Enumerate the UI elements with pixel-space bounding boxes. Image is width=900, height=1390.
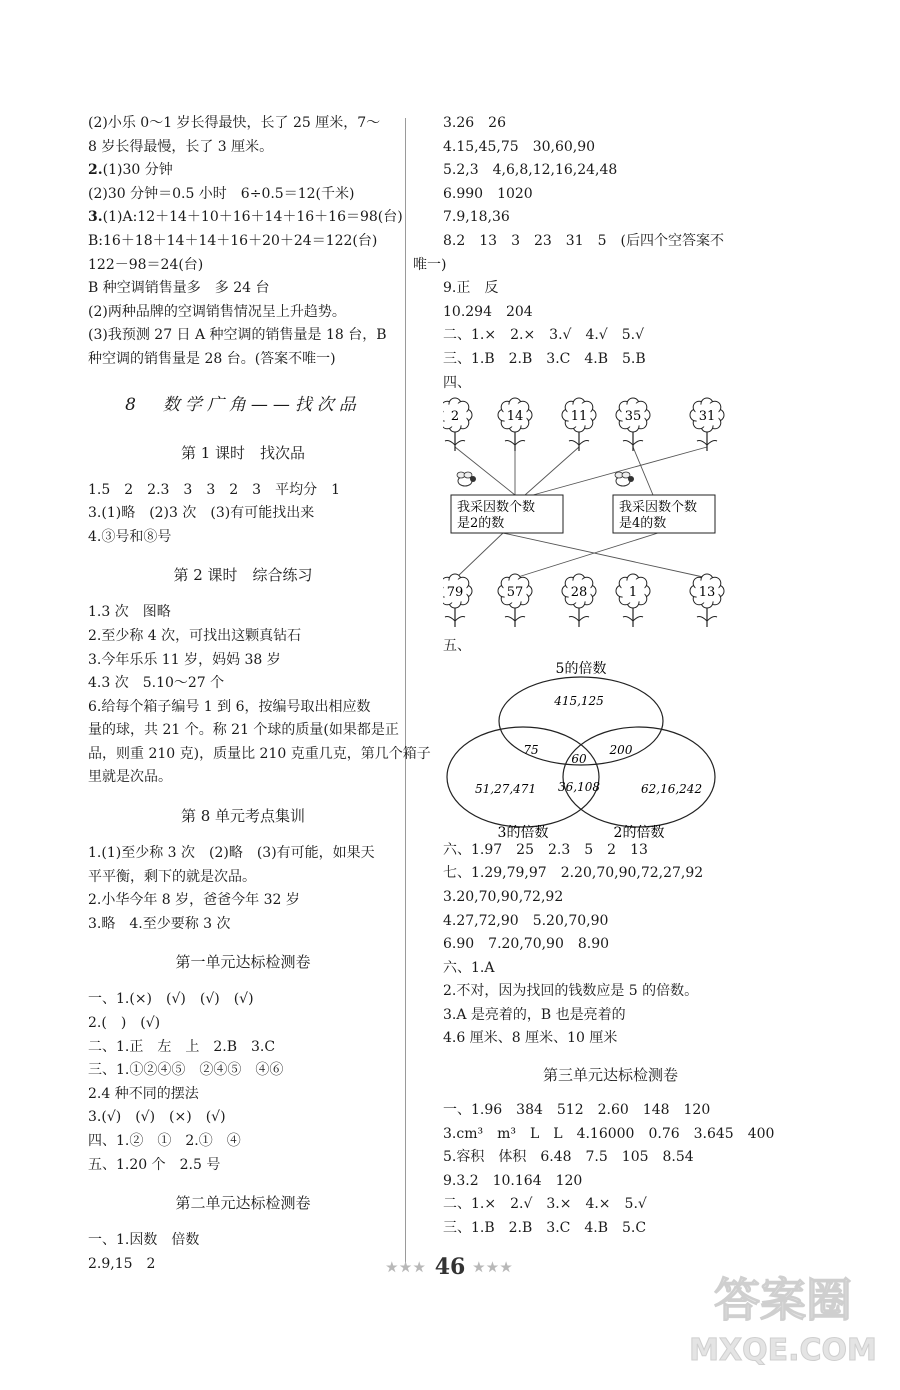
answer-line: 6.990 1020: [443, 185, 533, 202]
answer-line: 8 岁长得最慢，长了 3 厘米。: [88, 138, 274, 155]
flowers-top-row: [443, 398, 724, 451]
answer-text: (1)30 分钟: [102, 162, 173, 179]
right-column: [413, 112, 778, 1241]
section-heading: 第一单元达标检测卷: [175, 953, 311, 972]
answer-line: 七、1.29,79,97 2.20,70,90,72,27,92: [443, 865, 704, 882]
answer-line: (3)我预测 27 日 A 种空调的销售量是 18 台，B: [88, 327, 387, 344]
answer-line: 4.3 次 5.10～27 个: [88, 675, 225, 692]
venn-diagram: [443, 659, 733, 839]
answer-line: 三、1.①②④⑤ ②④⑤ ④⑥: [88, 1062, 284, 1079]
answer-line: 品，则重 210 克)，质量比 210 克重几克，第几个箱子: [88, 745, 431, 762]
box-text: 我采因数个数: [619, 500, 698, 516]
venn-value: 51,27,471: [475, 781, 537, 796]
answer-line: 一、1.96 384 512 2.60 148 120: [443, 1102, 711, 1119]
answer-line: 平平衡，剩下的就是次品。: [88, 868, 256, 885]
answer-line: 三、1.B 2.B 3.C 4.B 5.C: [443, 1220, 647, 1237]
answer-line: B 种空调销售量多 多 24 台: [88, 280, 270, 297]
watermark-text: 答案圈: [714, 1273, 852, 1327]
venn-value: 200: [609, 742, 633, 757]
answer-line: (2)30 分钟＝0.5 小时 6÷0.5＝12(千米): [88, 185, 355, 202]
answer-line: 3.26 26: [443, 115, 506, 131]
answer-line: 种空调的销售量是 28 台。(答案不唯一): [88, 350, 336, 367]
flower-number: 79: [446, 585, 464, 601]
answer-line: 4.③号和⑧号: [88, 528, 172, 545]
answer-line: 唯一): [413, 256, 447, 273]
answer-line: 4.27,72,90 5.20,70,90: [443, 912, 609, 929]
flower-number: 13: [698, 585, 716, 601]
section-heading: 第二单元达标检测卷: [175, 1194, 311, 1213]
flower-icon: [616, 574, 650, 627]
section-heading: 第 2 课时 综合练习: [173, 566, 313, 585]
answer-line: 五、1.20 个 2.5 号: [88, 1156, 221, 1173]
left-column: [88, 112, 431, 1276]
answer-line: 四、: [443, 374, 471, 391]
flower-number: 57: [506, 585, 524, 601]
flower-icon: [690, 398, 724, 451]
flower-icon: [690, 574, 724, 627]
match-line: [525, 447, 579, 495]
answer-line: 6.给每个箱子编号 1 到 6，按编号取出相应数: [88, 698, 371, 715]
answer-line: 10.294 204: [443, 303, 533, 320]
answer-line: 3.(1)略 (2)3 次 (3)有可能找出来: [88, 505, 315, 522]
venn-label: 2的倍数: [613, 824, 665, 839]
answer-line: [88, 159, 398, 183]
star-decoration-icon: ★★★: [472, 1260, 514, 1276]
answer-line: 9.3.2 10.164 120: [443, 1172, 583, 1189]
venn-value: 75: [523, 742, 539, 757]
section-heading: 第 8 单元考点集训: [180, 807, 306, 826]
bee-icon: [457, 472, 476, 486]
answer-line: 2.9,15 2: [88, 1255, 156, 1272]
box-text: 是4的数: [619, 516, 667, 532]
flower-icon: [562, 398, 596, 451]
bee-icon: [615, 472, 634, 486]
answer-line: 二、1.× 2.√ 3.× 4.× 5.√: [443, 1196, 647, 1213]
answer-line: 5.2,3 4,6,8,12,16,24,48: [443, 162, 618, 179]
answer-line: 1.3 次 图略: [88, 604, 171, 621]
answer-line: 五、: [443, 638, 471, 655]
answer-line: [88, 206, 403, 230]
answer-line: 3.(√) (√) (×) (√): [88, 1109, 226, 1126]
answer-line: 四、1.② ① 2.① ④: [88, 1133, 241, 1149]
answer-line: 3.今年乐乐 11 岁，妈妈 38 岁: [88, 651, 281, 668]
flowers-bottom-row: [443, 574, 724, 627]
item-number: 2.: [88, 162, 103, 179]
answer-line: 2.至少称 4 次，可找出这颗真钻石: [88, 627, 302, 644]
section-heading: 第三单元达标检测卷: [542, 1066, 678, 1085]
answer-text: (1)A:12＋14＋10＋16＋14＋16＋16＝98(台): [102, 209, 403, 226]
flower-number: 28: [570, 585, 588, 601]
answer-line: 六、1.A: [443, 959, 495, 976]
star-decoration-icon: ★★★: [386, 1260, 428, 1276]
venn-label: 3的倍数: [497, 824, 549, 839]
match-line: [518, 533, 658, 577]
venn-label: 5的倍数: [555, 660, 607, 677]
answer-line: 一、1.(×) (√) (√) (√): [88, 991, 254, 1008]
venn-value: 36,108: [558, 779, 600, 794]
flower-number: 35: [624, 409, 642, 425]
section-heading: 第 1 课时 找次品: [180, 443, 306, 462]
answer-line: 里就是次品。: [88, 769, 172, 786]
answer-line: 3.略 4.至少要称 3 次: [88, 915, 231, 932]
flower-icon: [562, 574, 596, 627]
flower-icon: [616, 398, 650, 451]
venn-value: 60: [571, 751, 587, 766]
box-text: 是2的数: [457, 516, 505, 532]
answer-line: 一、1.因数 倍数: [88, 1232, 200, 1249]
match-line: [503, 533, 703, 577]
flower-icon: [443, 574, 472, 627]
answer-line: 六、1.97 25 2.3 5 2 13: [443, 841, 648, 858]
match-line: [533, 447, 707, 495]
answer-line: 9.正 反: [443, 280, 499, 297]
answer-line: 4.15,45,75 30,60,90: [443, 138, 596, 155]
watermark-text: MXQE.COM: [689, 1333, 877, 1368]
answer-line: 2.不对，因为找回的钱数应是 5 的倍数。: [443, 983, 699, 1000]
answer-line: 2.( ) (√): [88, 1015, 161, 1032]
unit-title: 8 数学广角——找次品: [125, 394, 361, 415]
answer-line: 122－98＝24(台): [88, 256, 204, 273]
answer-line: 3.cm³ m³ L L 4.16000 0.76 3.645 400: [443, 1125, 775, 1142]
answer-line: 7.9,18,36: [443, 209, 510, 226]
box-text: 我采因数个数: [457, 500, 536, 516]
answer-line: (2)两种品牌的空调销售情况呈上升趋势。: [88, 303, 346, 320]
answer-line: 4.6 厘米、8 厘米、10 厘米: [443, 1030, 618, 1047]
venn-circle: [563, 727, 715, 827]
match-line: [455, 447, 515, 495]
answer-line: (2)小乐 0～1 岁长得最快，长了 25 厘米，7～: [88, 115, 381, 131]
venn-value: 62,16,242: [641, 781, 703, 796]
watermark-logo: [688, 1256, 878, 1374]
answer-line: 二、1.正 左 上 2.B 3.C: [88, 1038, 276, 1055]
answer-line: B:16＋18＋14＋14＋16＋20＋24＝122(台): [88, 232, 378, 249]
flower-icon: [498, 398, 532, 451]
answer-line: 5.容积 体积 6.48 7.5 105 8.54: [443, 1149, 694, 1166]
flower-icon: [443, 398, 472, 451]
flower-number: 14: [506, 409, 524, 425]
answer-line: 2.小华今年 8 岁，爸爸今年 32 岁: [88, 892, 300, 909]
match-line: [457, 533, 503, 577]
answer-line: 3.20,70,90,72,92: [443, 888, 564, 905]
page-number: 46: [434, 1254, 466, 1280]
answer-line: 6.90 7.20,70,90 8.90: [443, 936, 610, 953]
answer-line: 1.(1)至少称 3 次 (2)略 (3)有可能，如果天: [88, 845, 375, 862]
flower-number: 1: [628, 585, 638, 601]
venn-circle: [447, 727, 599, 827]
answer-line: 2.4 种不同的摆法: [88, 1085, 199, 1102]
answer-line: 三、1.B 2.B 3.C 4.B 5.B: [443, 350, 646, 367]
answer-line: 二、1.× 2.× 3.√ 4.√ 5.√: [443, 327, 645, 344]
answer-line: 量的球，共 21 个。称 21 个球的质量(如果都是正: [88, 722, 399, 739]
answer-line: 1.5 2 2.3 3 3 2 3 平均分 1: [88, 481, 340, 498]
flower-number: 11: [570, 409, 588, 425]
venn-value: 415,125: [554, 693, 604, 708]
match-line: [633, 447, 653, 495]
flower-number: 31: [698, 409, 716, 425]
answer-line: 3.A 是亮着的，B 也是亮着的: [443, 1006, 626, 1023]
item-number: 3.: [88, 209, 103, 226]
flower-number: 2: [450, 409, 460, 425]
flower-icon: [498, 574, 532, 627]
column-divider: [405, 118, 406, 1268]
answer-line: 8.2 13 3 23 31 5 (后四个空答案不: [443, 232, 724, 249]
flower-matching-diagram: [443, 395, 743, 635]
